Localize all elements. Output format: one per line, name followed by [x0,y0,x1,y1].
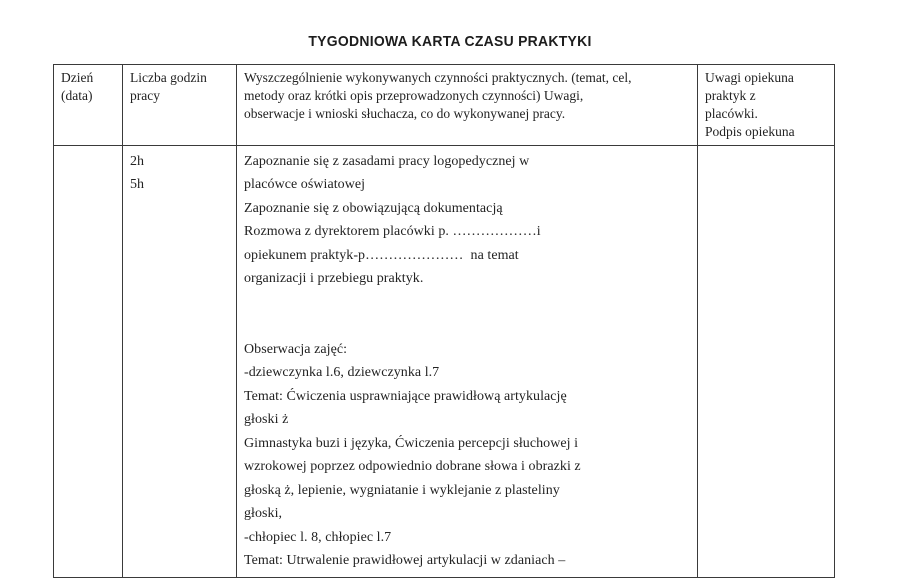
table-row [54,145,835,577]
header-day-line-2: (data) [61,87,93,103]
description-line: głoski, [244,506,283,522]
description-line: Zapoznanie się z zasadami pracy logopedycznej w [244,153,530,169]
header-hours-line-1: Liczba godzin [130,70,207,85]
header-day-line-1: Dzień [61,70,94,85]
description-line: Zapoznanie się z obowiązującą dokumentacją [244,200,503,216]
description-spacer [244,291,691,338]
header-cell-day [54,65,123,146]
description-line: organizacji i przebiegu praktyk. [244,271,424,287]
description-line: Obserwacja zajęć: [244,341,348,357]
description-line: głoską ż, lepienie, wygniatanie i wyklejanie z plasteliny [244,482,560,498]
header-cell-hours [123,65,237,146]
description-line: -chłopiec l. 8, chłopiec l.7 [244,529,392,545]
hours-entry-2: 5h [130,177,144,193]
hours-entry-1: 2h [130,153,144,169]
description-line: -dziewczynka l.6, dziewczynka l.7 [244,365,440,381]
header-cell-notes [698,65,835,146]
description-line: placówce oświatowej [244,177,366,193]
header-description-line-1: Wyszczególnienie wykonywanych czynności praktycznych. (temat, cel, [244,70,632,85]
description-line: opiekunem praktyk-p………………… na temat [244,247,519,263]
description-line: wzrokowej poprzez odpowiednio dobrane słowa i obrazki z [244,459,581,475]
header-description-line-2: metody oraz krótki opis przeprowadzonych czynności) Uwagi, [244,87,584,103]
description-line: Gimnastyka buzi i języka, Ćwiczenia percepcji słuchowej i [244,435,579,451]
header-notes-line-4: Podpis opiekuna [705,123,795,139]
header-cell-description [237,65,698,146]
cell-description-value[interactable] [237,145,698,577]
description-line: głoski ż [244,412,289,428]
cell-hours-value[interactable] [123,145,237,577]
description-line: Temat: Utrwalenie prawidłowej artykulacji w zdaniach – [244,553,566,569]
header-hours-line-2: pracy [130,87,160,103]
header-notes-line-1: Uwagi opiekuna [705,70,794,85]
description-entry-1 [244,150,691,291]
header-notes-line-2: praktyk z [705,87,756,103]
header-notes-line-3: placówki. [705,105,758,121]
practice-log-table [53,64,835,578]
description-entry-2 [244,338,691,573]
cell-notes-value[interactable] [698,145,835,577]
page-title: TYGODNIOWA KARTA CZASU PRAKTYKI [308,33,592,50]
description-line: Temat: Ćwiczenia usprawniające prawidłową artykulację [244,388,567,404]
description-line: Rozmowa z dyrektorem placówki p. ………………i [244,224,541,240]
practice-log-sheet [53,64,834,578]
table-header-row [54,65,835,146]
header-description-line-3: obserwacje i wnioski słuchacza, co do wykonywanej pracy. [244,105,566,121]
cell-day-value[interactable] [54,145,123,577]
